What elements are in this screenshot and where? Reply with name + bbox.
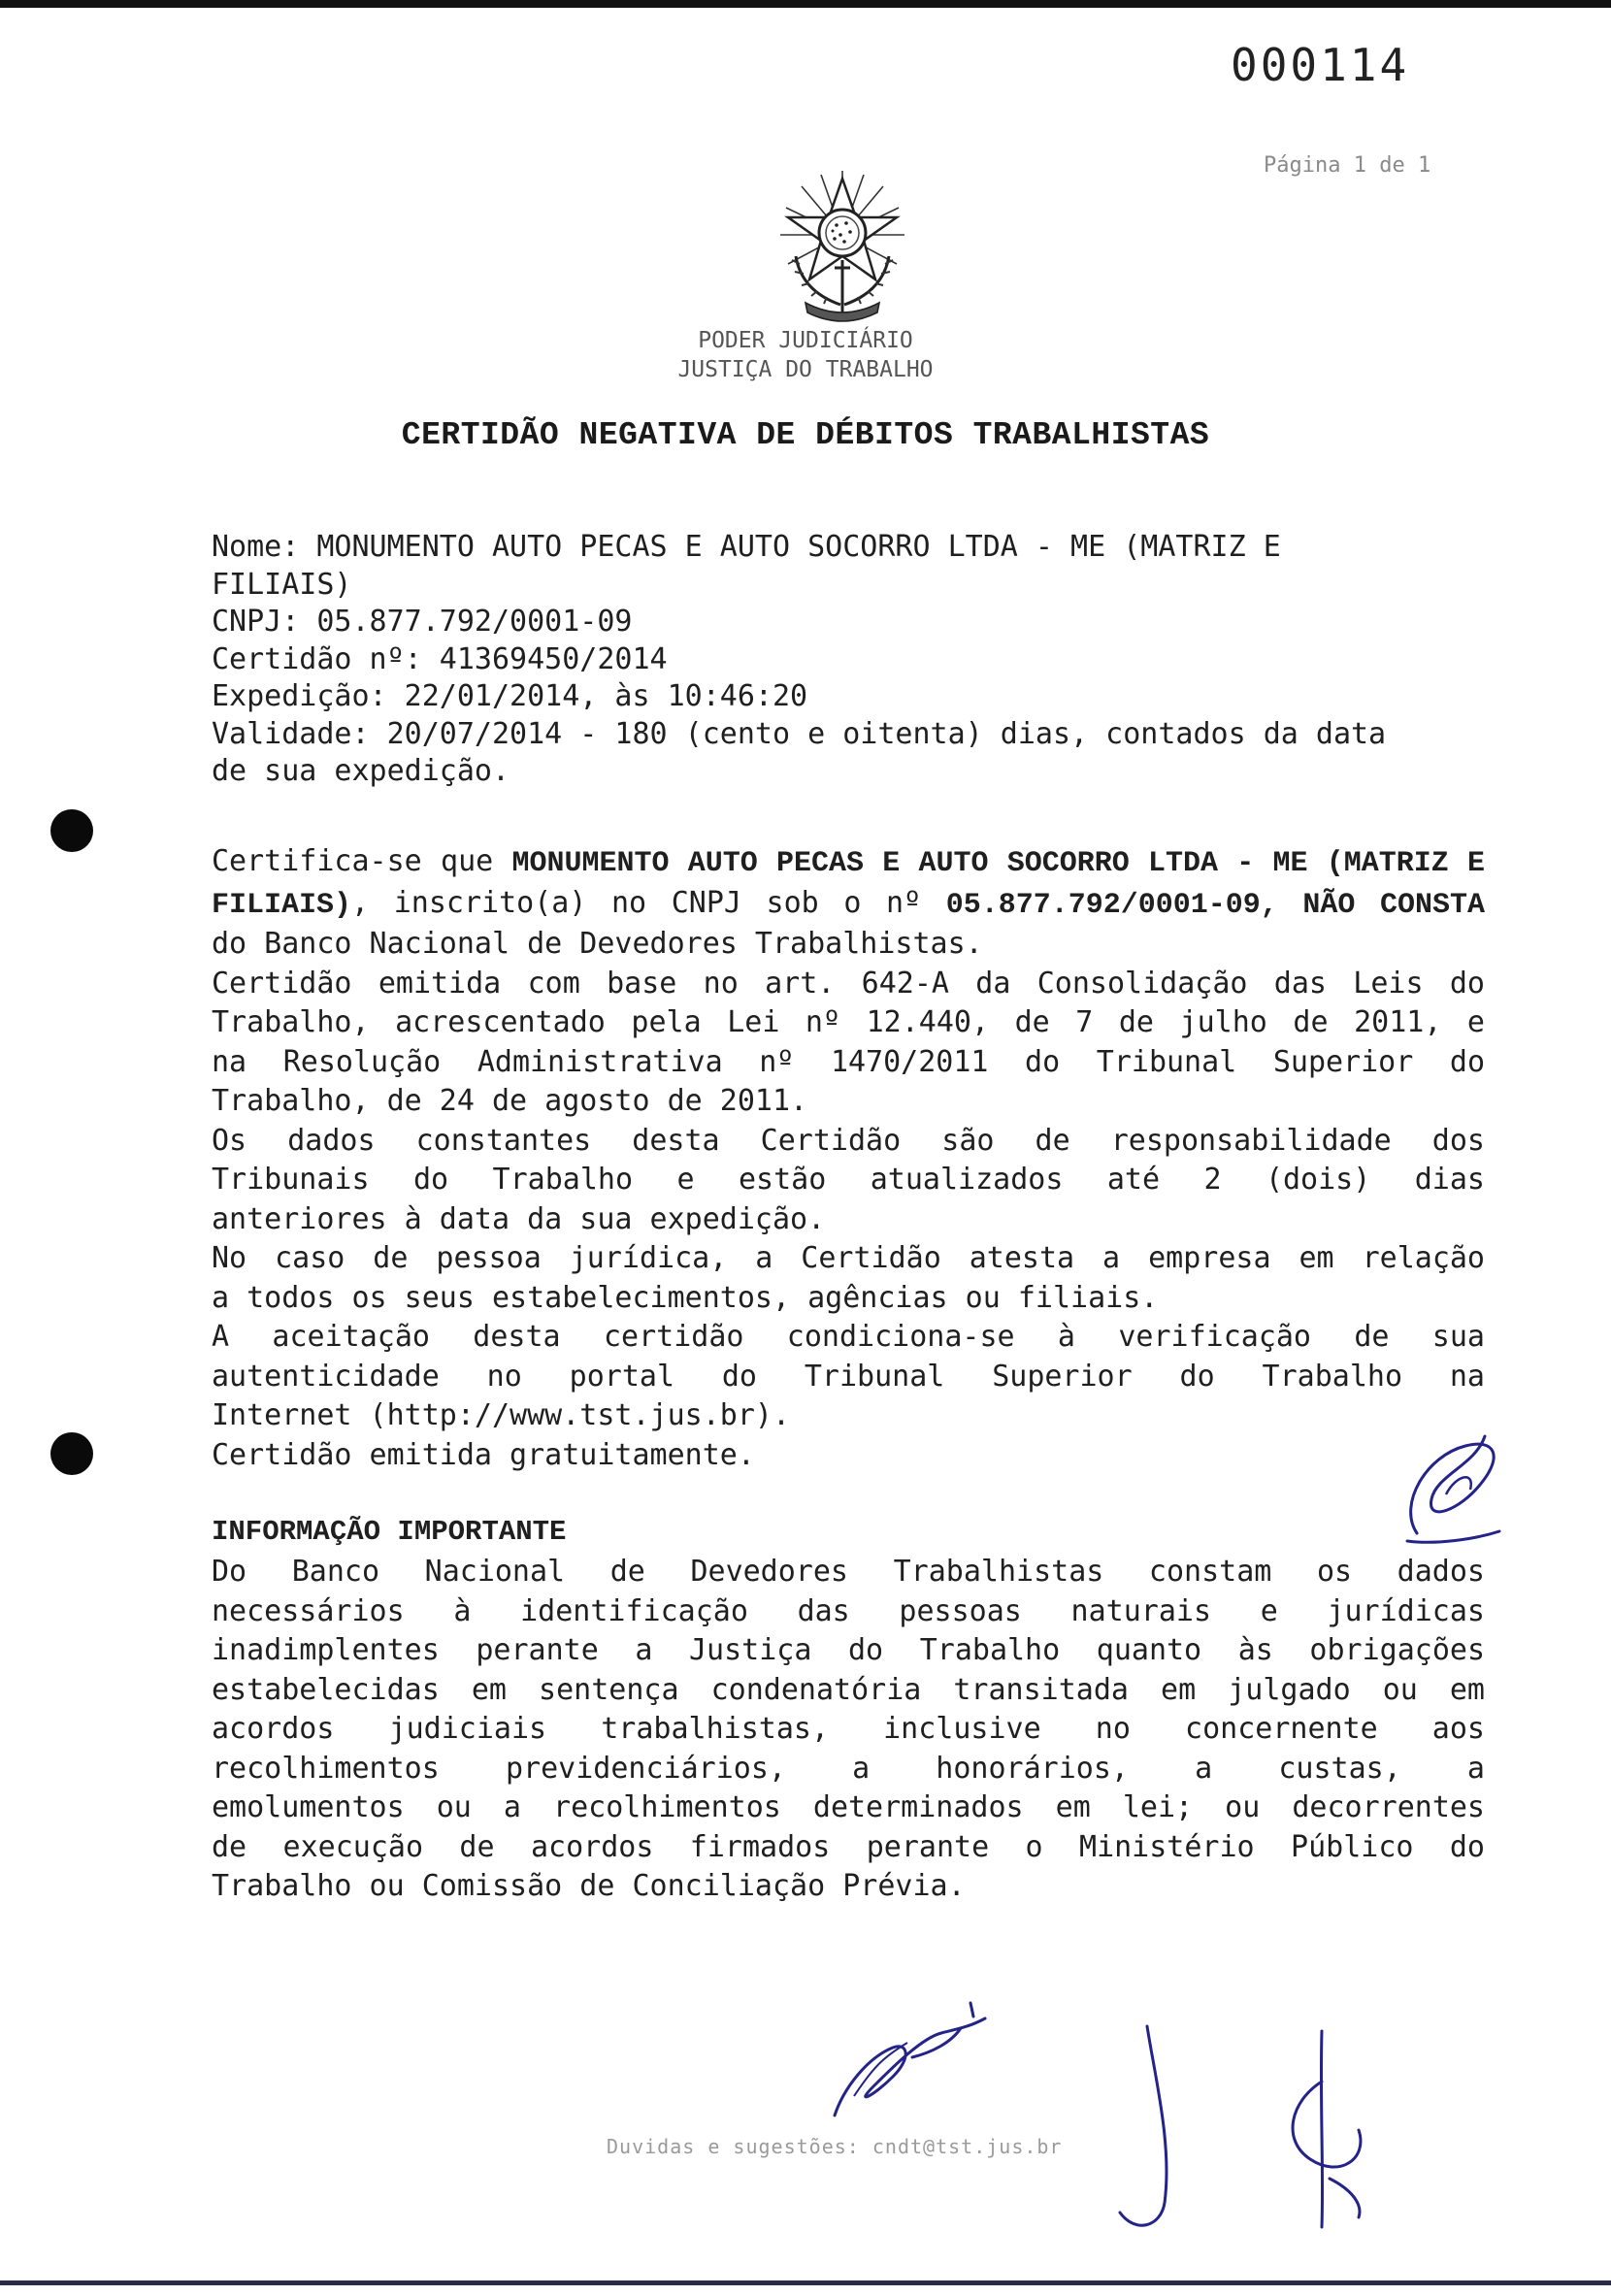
cert-intro: Certifica-se que: [212, 844, 494, 878]
info-text-line: emolumentos ou a recolhimentos determinados em lei; ou decorrentes: [212, 1790, 1485, 1824]
stamp-number: 000114: [1231, 39, 1410, 91]
info-text-line: inadimplentes perante a Justiça do Trabalho quanto às obrigações: [212, 1633, 1485, 1667]
cert-line-3: do Banco Nacional de Devedores Trabalhistas.: [212, 927, 983, 961]
handwritten-signature: [815, 1999, 1000, 2125]
nome-line: Nome: MONUMENTO AUTO PECAS E AUTO SOCORRO LTDA - ME (MATRIZ E: [212, 530, 1281, 564]
important-info-block: [212, 1553, 1485, 1907]
cert-text-line: No caso de pessoa jurídica, a Certidão atesta a empresa em relação: [212, 1241, 1485, 1275]
cert-text-line: Trabalho, de 24 de agosto de 2011.: [212, 1084, 808, 1118]
cnpj-bold: 05.877.792/0001-09,: [945, 888, 1278, 922]
cert-line-2: [212, 884, 1485, 926]
company-name: MONUMENTO AUTO PECAS E AUTO SOCORRO LTDA - ME (MATRIZ E: [511, 847, 1485, 880]
certidao-number-line: Certidão nº: 41369450/2014: [212, 641, 668, 676]
validade-line-continued: de sua expedição.: [212, 754, 510, 788]
info-text-line: de execução de acordos firmados perante o Ministério Público do: [212, 1829, 1485, 1864]
bottom-scan-edge: [0, 2280, 1611, 2285]
identification-block: [212, 529, 1485, 791]
page-indicator: Página 1 de 1: [1264, 153, 1431, 178]
info-text-line: Trabalho ou Comissão de Conciliação Prévia.: [212, 1869, 966, 1903]
nao-consta: NÃO CONSTA: [1302, 888, 1485, 922]
info-text-line: acordos judiciais trabalhistas, inclusive no concernente aos: [212, 1712, 1485, 1746]
company-name-continued: FILIAIS): [212, 888, 352, 922]
cert-text-line: A aceitação desta certidão condiciona-se à verificação de sua: [212, 1320, 1485, 1354]
cert-text-line: na Resolução Administrativa nº 1470/2011 do Tribunal Superior do: [212, 1044, 1485, 1079]
court-line-1: PODER JUDICIÁRIO: [698, 328, 913, 353]
cert-text-line: Certidão emitida com base no art. 642-A da Consolidação das Leis do: [212, 966, 1485, 1000]
info-text-line: necessários à identificação das pessoas naturais e jurídicas: [212, 1593, 1485, 1628]
handwritten-initial-t: [1271, 2023, 1378, 2237]
top-scan-edge: [0, 0, 1611, 8]
info-text-line: Do Banco Nacional de Devedores Trabalhistas constam os dados: [212, 1555, 1485, 1589]
punch-hole: [50, 1432, 93, 1475]
important-info-title: INFORMAÇÃO IMPORTANTE: [212, 1516, 567, 1548]
cert-text-line: Trabalho, acrescentado pela Lei nº 12.440, de 7 de julho de 2011, e: [212, 1005, 1485, 1039]
coat-of-arms-icon: [776, 167, 908, 322]
info-text-line: recolhimentos previdenciários, a honorários, a custas, a: [212, 1751, 1485, 1786]
court-line-2: JUSTIÇA DO TRABALHO: [677, 357, 934, 382]
validade-line: Validade: 20/07/2014 - 180 (cento e oitenta) dias, contados da data: [212, 716, 1387, 751]
cert-text-line: Tribunais do Trabalho e estão atualizados até 2 (dois) dias: [212, 1163, 1485, 1197]
cert-text-line: Internet (http://www.tst.jus.br).: [212, 1398, 791, 1432]
cert-text-line: anteriores à data da sua expedição.: [212, 1201, 826, 1236]
cert-text-line: Certidão emitida gratuitamente.: [212, 1437, 755, 1472]
expedicao-line: Expedição: 22/01/2014, às 10:46:20: [212, 679, 808, 713]
info-text-line: estabelecidas em sentença condenatória transitada em julgado ou em: [212, 1672, 1485, 1707]
nome-line-continued: FILIAIS): [212, 567, 352, 602]
document-title: CERTIDÃO NEGATIVA DE DÉBITOS TRABALHISTAS: [401, 417, 1210, 453]
cert-line-1: [212, 842, 1485, 884]
cert-text-line: Os dados constantes desta Certidão são de responsabilidade dos: [212, 1123, 1485, 1158]
footer-contact: Duvidas e sugestões: cndt@tst.jus.br: [607, 2135, 1063, 2158]
certification-block: [212, 842, 1485, 1475]
cnpj-line: CNPJ: 05.877.792/0001-09: [212, 605, 633, 639]
cert-inscrito: , inscrito(a) no CNPJ sob o nº: [351, 885, 922, 920]
cert-text-line: autenticidade no portal do Tribunal Superior do Trabalho na: [212, 1359, 1485, 1394]
cert-text-line: a todos os seus estabelecimentos, agências ou filiais.: [212, 1280, 1159, 1315]
handwritten-initial-signature: [1388, 1417, 1514, 1553]
punch-hole: [50, 809, 93, 852]
handwritten-initial-j: [1106, 2018, 1194, 2242]
